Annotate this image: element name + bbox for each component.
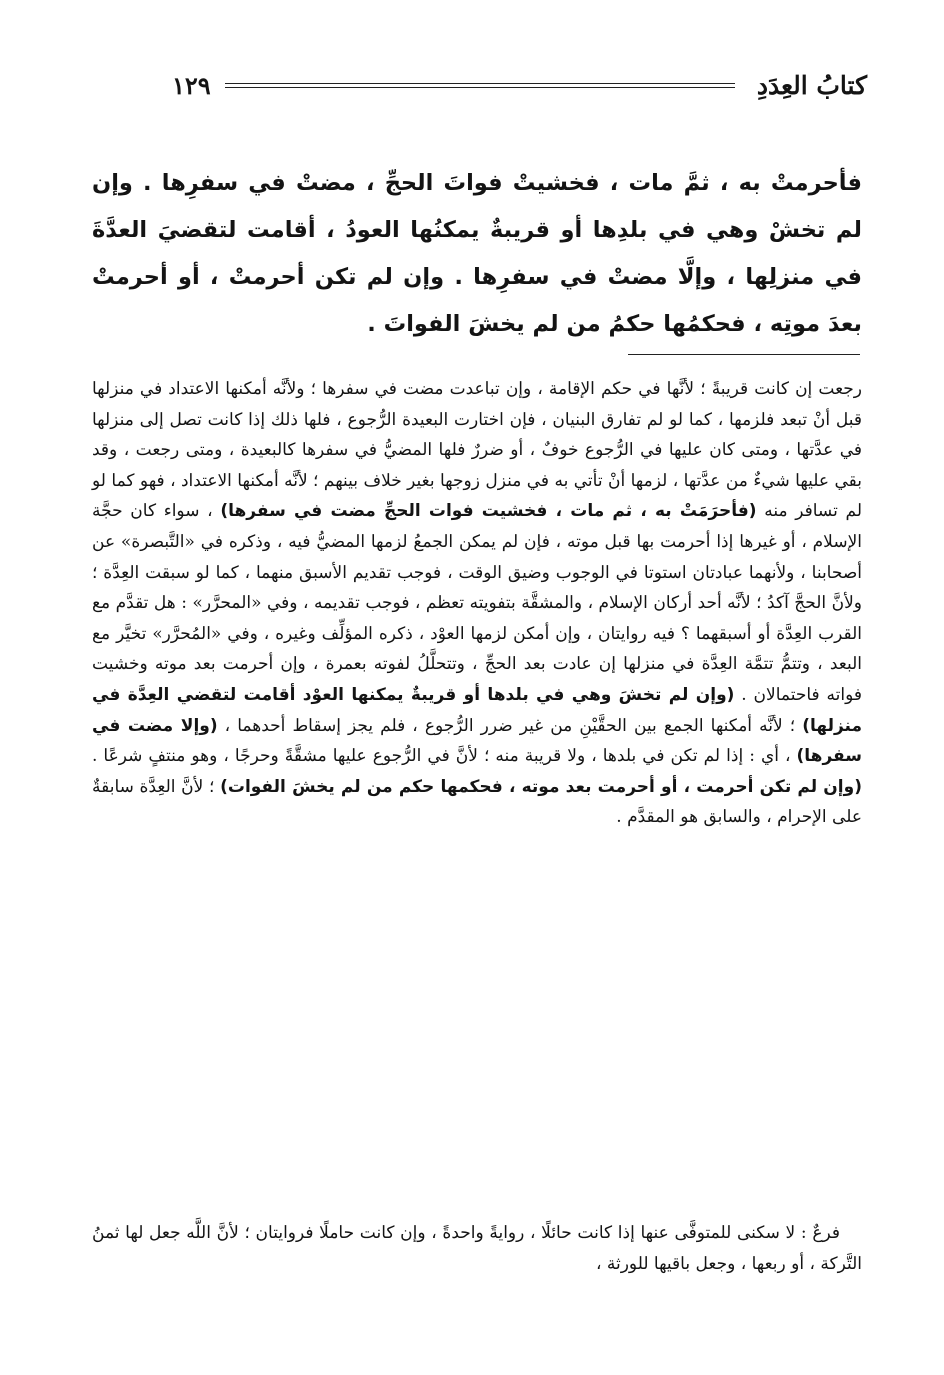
header-rule	[225, 83, 735, 88]
far-paragraph	[92, 1218, 862, 1279]
commentary-span: ، أي : إذا لم تكن في بلدها ، ولا قريبة منه ؛ لأنَّ في الرُّجوع عليها مشقَّةً وحرجًا ، وهو منتفٍ شرعًا .	[92, 746, 797, 767]
commentary-span: ، سواء كان حجَّة الإسلام ، أو غيرها إذا أحرمت بها قبل موته ، فإن لم يمكن الجمعُ لزمها المضيُّ فيه ، وذكره في «التَّبصرة» عن أصحابنا ، ولأنهما عبادتان استوتا في الوجوب وضيق الوقت ، فوجب تقديم الأسبق منهما ، كما لو سبقت العِدَّة ؛ ولأنَّ الحجَّ آكدُ ؛ لأنَّه أحد أركان الإسلام ، والمشقَّة بتفويته تعظم ، فوجب تقديمه ، وفي «المحرَّر» : هل تقدَّم مع القرب العِدَّة أو أسبقهما ؟ فيه روايتان ، وإن أمكن لزمها العوْد ، ذكره المؤلِّف وغيره ، وفي «المُحرَّر» تخيَّر مع البعد ، وتتمُّ تتمَّة العِدَّة في منزلها إن عادت بعد الحجِّ ، وتتحلَّلُ لفوته بعمرة ، وإن أحرمت بعد موته وخشيت فواته فاحتمالان .	[92, 501, 863, 705]
commentary-span: رجعت إن كانت قريبةً ؛ لأنَّها في حكم الإقامة ، وإن تباعدت مضت في سفرها ؛ ولأنَّه أمكنها الاعتداد في منزلها قبل أنْ تبعد فلزمها ، كما لو لم تفارق البنيان ، فإن اختارت البعيدة الرُّجوع ، فلها ذلك إذا كانت تصل إلى منزلها في عدَّتها ، ومتى كان عليها في الرُّجوع خوفٌ ، أو ضررٌ فلها المضيُّ في سفرها كالبعيدة ، ومتى رجعت ، وقد بقي عليها شيءٌ من عدَّتها ، لزمها أنْ تأتي به في منزل زوجها بغير خلاف بينهم ؛ لأنَّه أمكنها الاعتداد ، فهو كما لو لم تسافر منه	[92, 379, 863, 522]
quoted-matn: (وإن لم تكن أحرمت ، أو أحرمت بعد موته ، فحكمها حكم من لم يخشَ الفوات)	[220, 776, 862, 797]
commentary-span: ؛ لأنَّ العِدَّة سابقةٌ على الإحرام ، والسابق هو المقدَّم .	[92, 776, 862, 828]
book-title: كتابُ العِدَدِ	[756, 70, 867, 100]
commentary-paragraph	[92, 374, 862, 833]
far-text: : لا سكنى للمتوفَّى عنها إذا كانت حائلًا ، روايةً واحدةً ، وإن كانت حاملًا فروايتان ؛ لأنَّ اللَّه جعل لها ثمنُ التَّركة ، أو ربعها ، وجعل باقيها للورثة ،	[92, 1223, 862, 1274]
matn-text: فأحرمتْ به ، ثمَّ مات ، فخشيتْ فواتَ الحجِّ ، مضتْ في سفرِها . وإن لم تخشْ وهي في بلدِها أو قريبةٌ يمكنُها العودُ ، أقامت لتقضيَ العدَّةَ في منزلِها ، وإلَّا مضتْ في سفرِها . وإن لم تكن أحرمتْ ، أو أحرمتْ بعدَ موتِه ، فحكمُها حكمُ من لم يخشَ الفواتَ .	[92, 170, 862, 337]
page-number: ١٢٩	[172, 70, 211, 100]
commentary-text	[92, 374, 862, 833]
quoted-matn: (وإن لم تخشَ وهي في بلدها أو قريبةٌ يمكنها العوْد أقامت لتقضي العِدَّة في منزلها)	[92, 684, 863, 736]
far-label: فرعٌ	[812, 1223, 840, 1243]
quoted-matn: (وإلا مضت في سفرها)	[92, 715, 862, 767]
commentary-separator-rule	[628, 354, 860, 355]
running-head	[172, 62, 867, 108]
commentary-span: ؛ لأنَّه أمكنها الجمع بين الحقَّيْنِ من غير ضرر الرُّجوع ، فلم يجز إسقاط أحدهما ،	[217, 715, 803, 736]
quoted-matn: (فأحرَمَتْ به ، ثم مات ، فخشيت فوات الحجِّ مضت في سفرها)	[220, 501, 757, 522]
